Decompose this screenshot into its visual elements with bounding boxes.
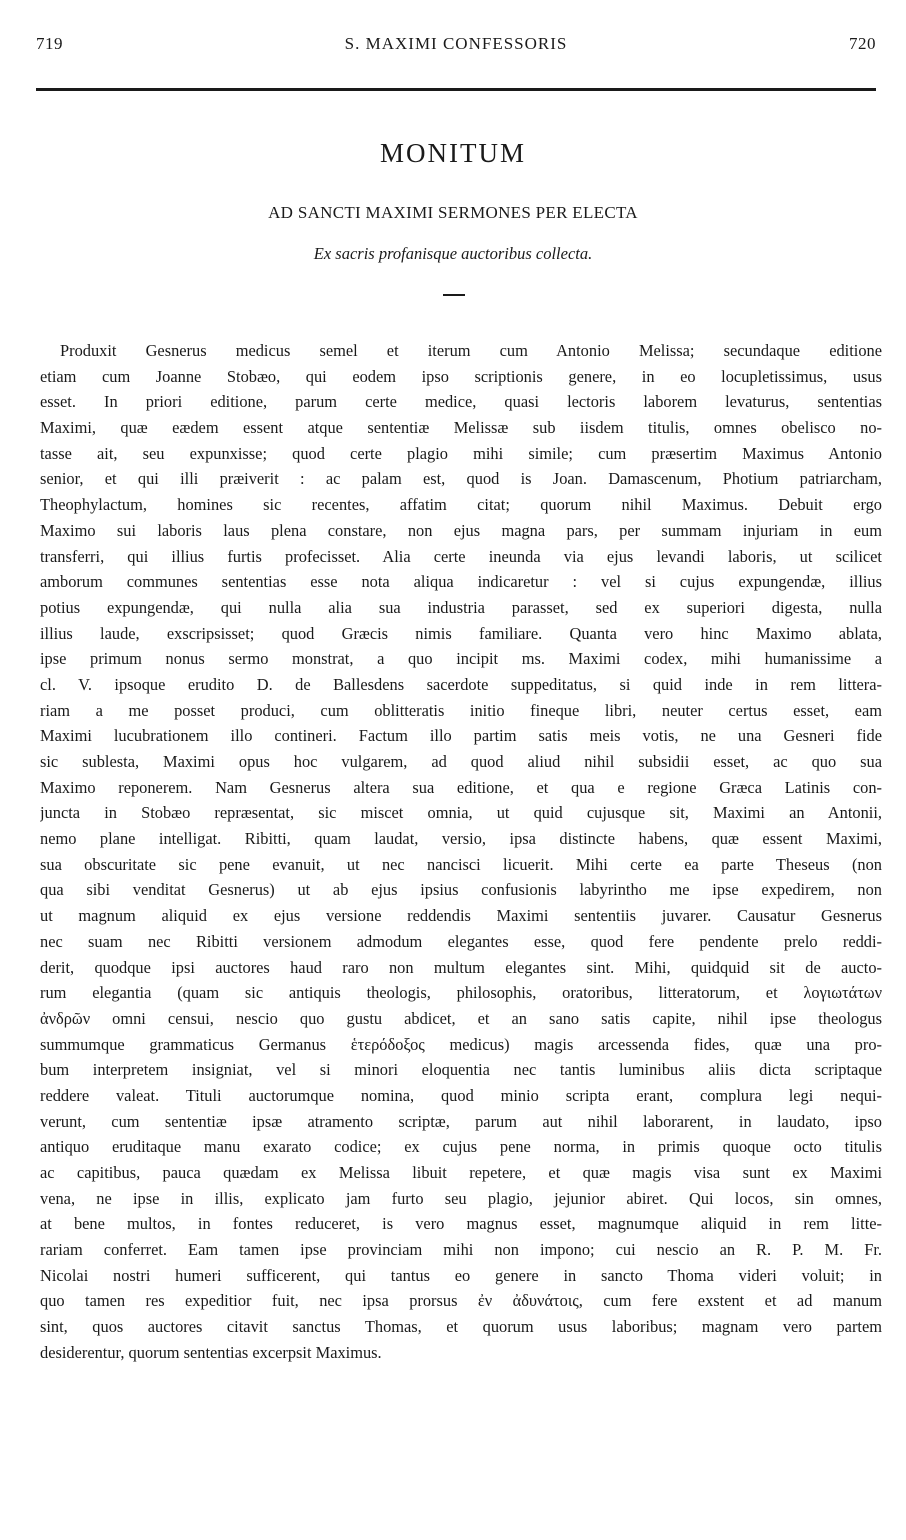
text-line: cl. V. ipsoque erudito D. de Ballesdens sacerdote suppeditatus, si quid inde in rem littera- xyxy=(40,674,882,694)
text-line: sic sublesta, Maximi opus hoc vulgarem, ad quod aliud nihil subsidii esset, ac quo sua xyxy=(40,752,882,771)
text-line: amborum communes sententias esse nota aliqua indicaretur : vel si cujus expungendæ, illius xyxy=(40,572,882,592)
text-line: Maximi, quæ eædem essent atque sententiæ Melissæ sub iisdem titulis, omnes obelisco no- xyxy=(40,418,882,438)
text-line: Nicolai nostri humeri sufficerent, qui tantus eo genere in sancto Thoma videri voluit; in xyxy=(40,1265,882,1285)
text-line: nemo plane intelligat. Ribitti, quam laudat, versio, ipsa distincte habens, quæ essent Maximi, xyxy=(40,829,882,849)
text-line: antiquo eruditaque manu exarato codice; ex cujus pene norma, in primis quoque octo titulis xyxy=(40,1137,882,1157)
text-line: esset. In priori editione, parum certe medice, quasi lectoris laborem levaturus, sententias xyxy=(40,392,882,412)
text-line: summumque grammaticus Germanus ἑτερόδοξος medicus) magis arcessenda fides, quæ una pro- xyxy=(40,1034,882,1054)
text-line: vena, ne ipse in illis, explicato jam furto seu plagio, jejunior abiret. Qui locos, sin omnes, xyxy=(40,1188,882,1208)
body-text xyxy=(40,338,882,1366)
text-line: Maximo sui laboris laus plena constare, non ejus magna pars, per summam injuriam in eum xyxy=(40,520,882,540)
text-line: rariam conferret. Eam tamen ipse provinciam mihi non impono; cui nescio an R. P. M. Fr. xyxy=(40,1240,882,1260)
text-line: Maximo reponerem. Nam Gesnerus altera sua editione, et qua e regione Græca Latinis con- xyxy=(40,777,882,797)
text-line: ac capitibus, pauca quædam ex Melissa libuit repetere, et quæ magis visa sunt ex Maximi xyxy=(40,1163,882,1182)
text-line: bum interpretem insigniat, vel si minori eloquentia nec tantis luminibus aliis dicta scriptaque xyxy=(40,1060,882,1080)
text-line: transferri, qui illius furtis profecisset. Alia certe ineunda via ejus levandi laboris, ut scilicet xyxy=(40,546,882,566)
page-number-right: 720 xyxy=(849,34,876,53)
text-line: Produxit Gesnerus medicus semel et iterum cum Antonio Melissa; secundaque editione xyxy=(60,341,882,360)
section-divider xyxy=(443,294,465,296)
text-line: sua obscuritate sic pene evanuit, ut nec nancisci licuerit. Mihi certe ea parte Theseus (non xyxy=(40,854,882,874)
text-line: desiderentur, quorum sententias excerpsit Maximus. xyxy=(40,1342,382,1362)
text-line: at bene multos, in fontes reduceret, is vero magnus esset, magnumque aliquid in rem litte- xyxy=(40,1214,882,1234)
text-line: illius laude, exscripsisset; quod Græcis nimis familiare. Quanta vero hinc Maximo ablata, xyxy=(40,623,882,643)
text-line: Theophylactum, homines sic recentes, affatim citat; quorum nihil Maximus. Debuit ergo xyxy=(40,495,882,515)
page-number-left: 719 xyxy=(36,34,63,53)
text-line: etiam cum Joanne Stobæo, qui eodem ipso scriptionis genere, in eo locupletissimus, usus xyxy=(40,366,882,386)
text-line: ut magnum aliquid ex ejus versione reddendis Maximi sententiis juvarer. Causatur Gesnerus xyxy=(40,906,882,926)
text-line: reddere valeat. Tituli auctorumque nomina, quod minio scripta erant, complura legi nequi- xyxy=(40,1085,882,1105)
header-rule xyxy=(36,88,876,91)
text-line: senior, et qui illi præiverit : ac palam est, quod is Joan. Damascenum, Photium patriarcham, xyxy=(40,469,882,489)
text-line: sint, quos auctores citavit sanctus Thomas, et quorum usus laboribus; magnam vero partem xyxy=(40,1317,882,1337)
text-line: Maximi lucubrationem illo contineri. Factum illo partim satis meis votis, ne una Gesneri fide xyxy=(40,726,882,746)
text-line: rum elegantia (quam sic antiquis theologis, philosophis, oratoribus, litteratorum, et λογιωτάτων xyxy=(40,983,882,1003)
text-line: quo tamen res expeditior fuit, nec ipsa prorsus ἐν ἀδυνάτοις, cum fere exstent et ad manum xyxy=(40,1291,882,1311)
text-line: juncta in Stobæo repræsentat, sic miscet omnia, ut quid cujusque sit, Maximi an Antonii, xyxy=(40,803,882,823)
text-line: ἀνδρῶν omni censui, nescio quo gustu abdicet, et an sano satis capite, nihil ipse theologus xyxy=(40,1008,882,1028)
text-line: qua sibi venditat Gesnerus) ut ab ejus ipsius confusionis labyrintho me ipse expedirem, non xyxy=(40,880,882,900)
document-subtitle: AD SANCTI MAXIMI SERMONES PER ELECTA xyxy=(268,203,638,222)
document-title: MONITUM xyxy=(380,138,526,168)
running-title: S. MAXIMI CONFESSORIS xyxy=(344,34,568,53)
text-line: verunt, cum sententiæ ipsæ atramento scriptæ, parum aut nihil laborarent, in laudato, ipso xyxy=(40,1111,882,1131)
running-header xyxy=(36,34,876,58)
text-line: derit, quodque ipsi auctores haud raro non multum elegantes sint. Mihi, quidquid sit de aucto- xyxy=(40,957,882,977)
text-line: nec suam nec Ribitti versionem admodum elegantes esse, quod fere pendente prelo reddi- xyxy=(40,931,882,951)
text-line: ipse primum nonus sermo monstrat, a quo incipit ms. Maximi codex, mihi humanissime a xyxy=(40,649,882,669)
text-line: riam a me posset produci, cum oblitteratis initio fineque libri, neuter certus esset, eam xyxy=(40,700,882,720)
text-line: potius expungendæ, qui nulla alia sua industria parasset, sed ex superiori digesta, nulla xyxy=(40,597,882,617)
document-subsubtitle: Ex sacris profanisque auctoribus collecta. xyxy=(313,244,593,263)
text-line: tasse ait, seu expunxisse; quod certe plagio mihi simile; cum præsertim Maximus Antonio xyxy=(40,443,882,463)
